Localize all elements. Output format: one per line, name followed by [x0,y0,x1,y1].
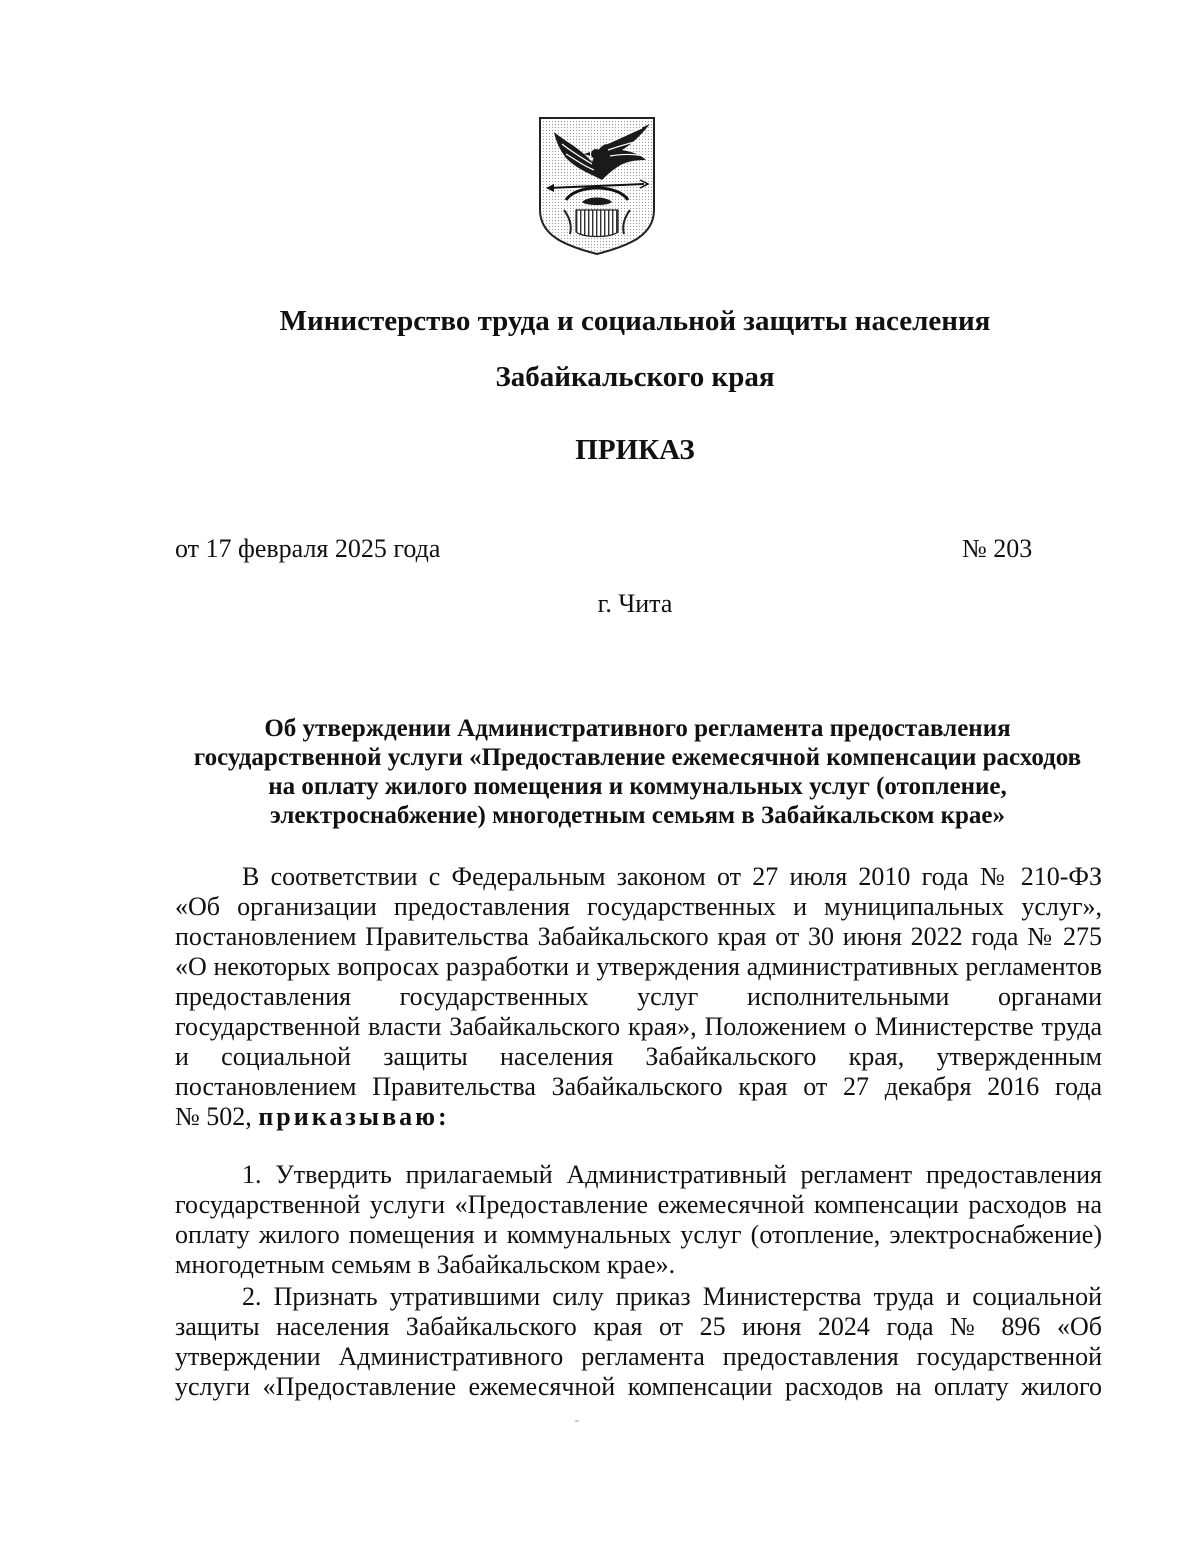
text-line: оплату жилого помещения и коммунальных услуг (отопление, электроснабжение) [175,1220,1102,1249]
order-item-1 [175,1160,1102,1280]
text-line [175,1102,1102,1132]
text-line: «Об организации предоставления государственных и муниципальных услуг», [175,892,1102,921]
text-line: постановлением Правительства Забайкальского края от 30 июня 2022 года № 275 [175,922,1102,951]
order-item-2 [175,1282,1102,1402]
document-city: г. Чита [597,589,673,618]
coat-of-arms-emblem-icon [536,114,658,256]
document-date: от 17 февраля 2025 года [175,534,441,563]
text-line: государственной власти Забайкальского края», Положением о Министерстве труда [175,1012,1102,1041]
text-line: 2. Признать утратившими силу приказ Министерства труда и социальной [242,1282,1102,1311]
text-line: государственной услуги «Предоставление ежемесячной компенсации расходов на [175,1190,1102,1219]
text-line: постановлением Правительства Забайкальского края от 27 декабря 2016 года [175,1072,1102,1101]
text-line: В соответствии с Федеральным законом от 27 июля 2010 года № 210-ФЗ [242,862,1102,891]
document-number: № 203 [962,534,1033,563]
ministry-name-line1: Министерство труда и социальной защиты населения [279,305,991,337]
preamble-paragraph [175,862,1102,1132]
document-title [170,714,1105,830]
text-line: услуги «Предоставление ежемесячной компенсации расходов на оплату жилого [175,1372,1102,1401]
text-line: защиты населения Забайкальского края от 25 июня 2024 года № 896 «Об [175,1312,1102,1341]
title-line: государственной услуги «Предоставление ежемесячной компенсации расходов [193,744,1082,771]
title-line: электроснабжение) многодетным семьям в Забайкальском крае» [269,802,1006,829]
text-line: 1. Утвердить прилагаемый Административный регламент предоставления [242,1160,1102,1189]
command-word: приказываю: [258,1102,450,1131]
scan-artifact [575,1420,579,1422]
document-type-heading: ПРИКАЗ [575,434,695,466]
ministry-name-line2: Забайкальского края [495,361,775,393]
text-line: предоставления государственных услуг исполнительными органами [175,982,1102,1011]
decree-number-ref: № 502, [175,1102,252,1131]
title-line: на оплату жилого помещения и коммунальных услуг (отопление, [268,773,1007,800]
title-line: Об утверждении Административного регламента предоставления [264,715,1011,742]
text-line: многодетным семьям в Забайкальском крае». [175,1250,676,1279]
text-line: утверждении Административного регламента предоставления государственной [175,1342,1102,1371]
text-line: и социальной защиты населения Забайкальского края, утвержденным [175,1042,1102,1071]
text-line: «О некоторых вопросах разработки и утверждения административных регламентов [175,952,1102,981]
